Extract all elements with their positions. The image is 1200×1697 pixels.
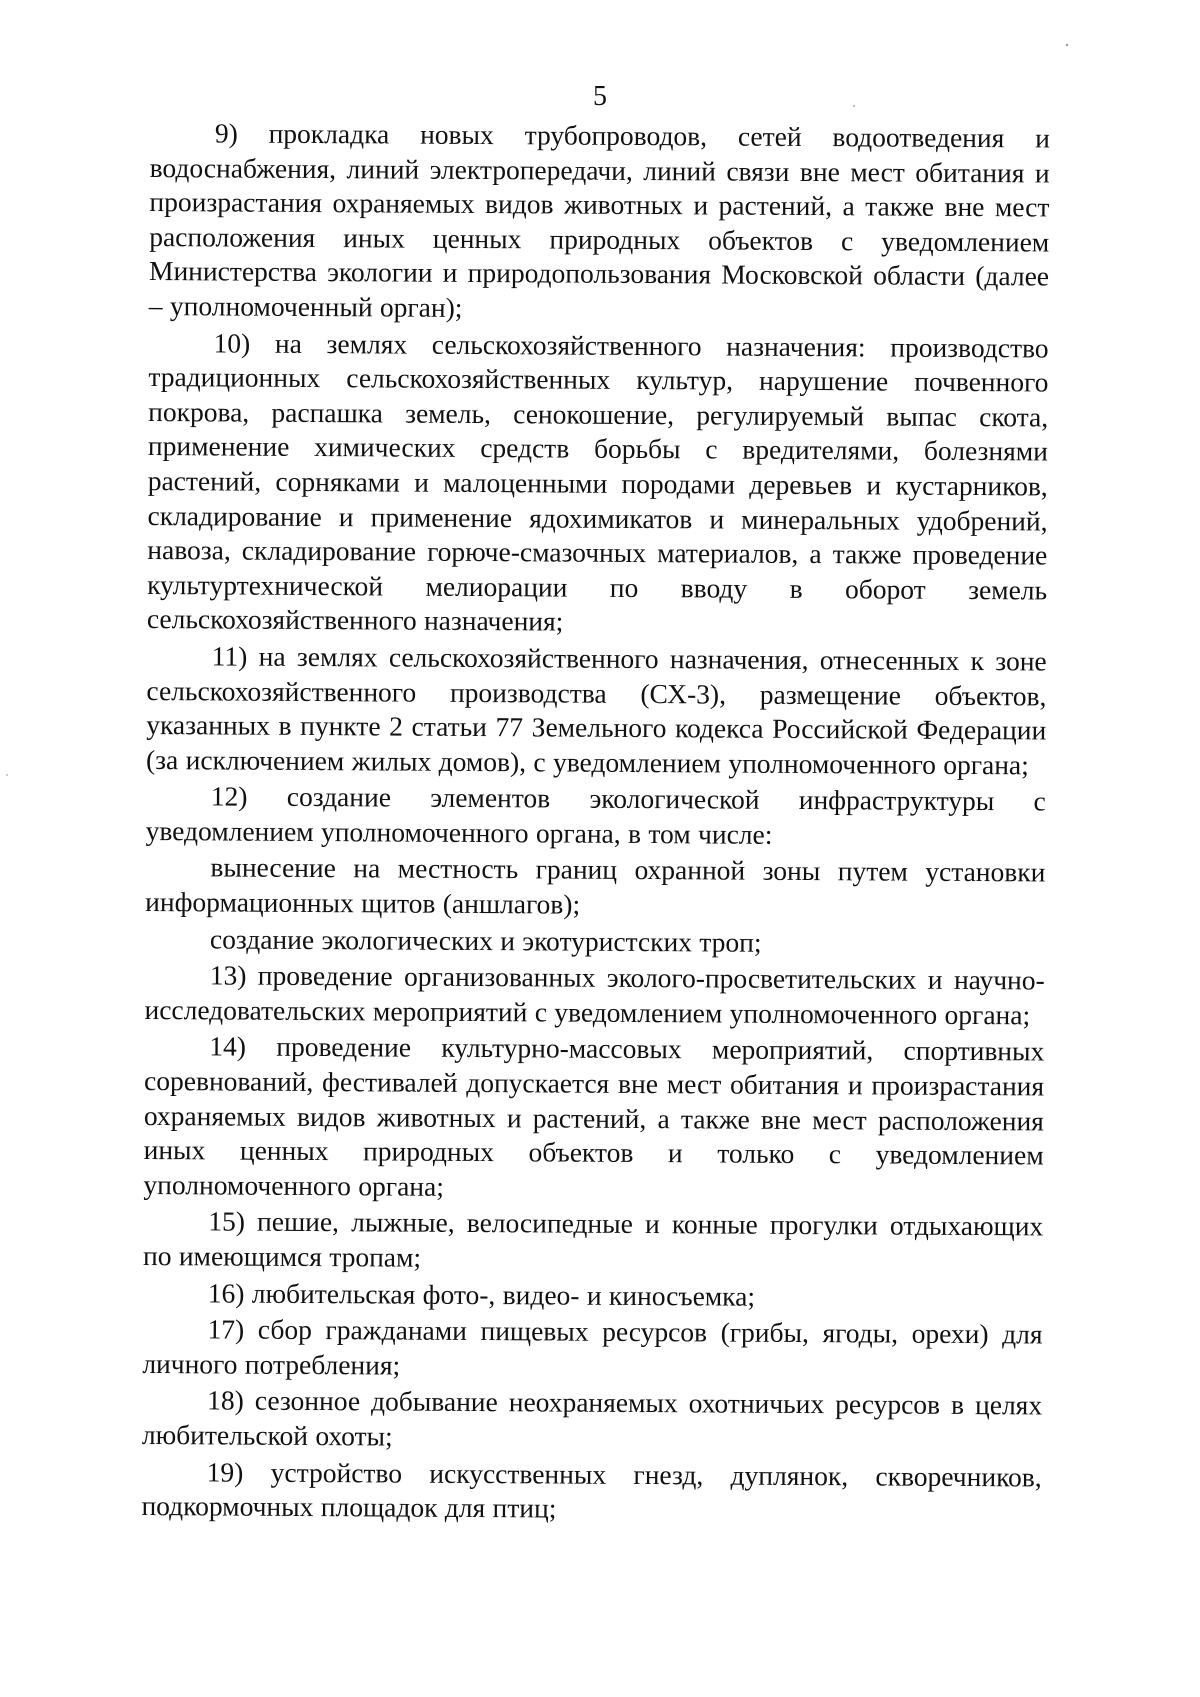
- document-body: [141, 116, 1050, 1531]
- list-item-13: 13) проведение организованных эколого-просветительских и научно-исследовательских мероприятий с уведомлением уполномоченного органа;: [144, 959, 1045, 1031]
- list-item-9: 9) прокладка новых трубопроводов, сетей водоотведения и водоснабжения, линий электропередачи, линий связи вне мест обитания и произрастания охраняемых видов животных и растений, а также вне мест расположения иных ценных природных объектов с уведомлением Министерства экологии и природопользования Московской области (далее – уполномоченный орган);: [148, 117, 1050, 323]
- list-item-17: 17) сбор гражданами пищевых ресурсов (грибы, ягоды, орехи) для личного потребления;: [142, 1313, 1043, 1381]
- list-item-18: 18) сезонное добывание неохраняемых охотничьих ресурсов в целях любительской охоты;: [141, 1384, 1043, 1452]
- list-item-10: 10) на землях сельскохозяйственного назначения: производство традиционных сельскохозяйственных культур, нарушение почвенного покрова, распашка земель, сенокошение, регулируемый выпас скота, применение химических средств борьбы с вредителями, болезнями растений, сорняками и малоценными породами деревьев и кустарников, складирование и применение ядохимикатов и минеральных удобрений, навоза, складирование горюче-смазочных материалов, а также проведение культуртехнической мелиорации по вводу в оборот земель сельскохозяйственного назначения;: [146, 326, 1049, 637]
- list-item-12-sub-2: создание экологических и экотуристских троп;: [209, 923, 762, 958]
- list-item-11: 11) на землях сельскохозяйственного назначения, отнесенных к зоне сельскохозяйственного производства (СХ-3), размещение объектов, указанных в пункте 2 статьи 77 Земельного кодекса Российской Федерации (за исключением жилых домов), с уведомлением уполномоченного органа;: [145, 640, 1047, 781]
- list-item-19: 19) устройство искусственных гнезд, дуплянок, скворечников, подкормочных площадок для птиц;: [141, 1455, 1042, 1524]
- list-item-16: 16) любительская фото-, видео- и киносъемка;: [207, 1276, 756, 1312]
- page-number: 5: [593, 81, 607, 112]
- list-item-15: 15) пешие, лыжные, велосипедные и конные прогулки отдыхающих по имеющимся тропам;: [142, 1205, 1044, 1273]
- list-item-12-sub-1: вынесение на местность границ охранной зоны путем установки информационных щитов (аншлагов);: [145, 851, 1046, 920]
- list-item-14: 14) проведение культурно-массовых мероприятий, спортивных соревнований, фестивалей допускается вне мест обитания и произрастания охраняемых видов животных и растений, а также вне мест расположения иных ценных природных объектов и только с уведомлением уполномоченного органа;: [143, 1030, 1045, 1202]
- list-item-12: 12) создание элементов экологической инфраструктуры с уведомлением уполномоченного органа, в том числе:: [145, 780, 1046, 850]
